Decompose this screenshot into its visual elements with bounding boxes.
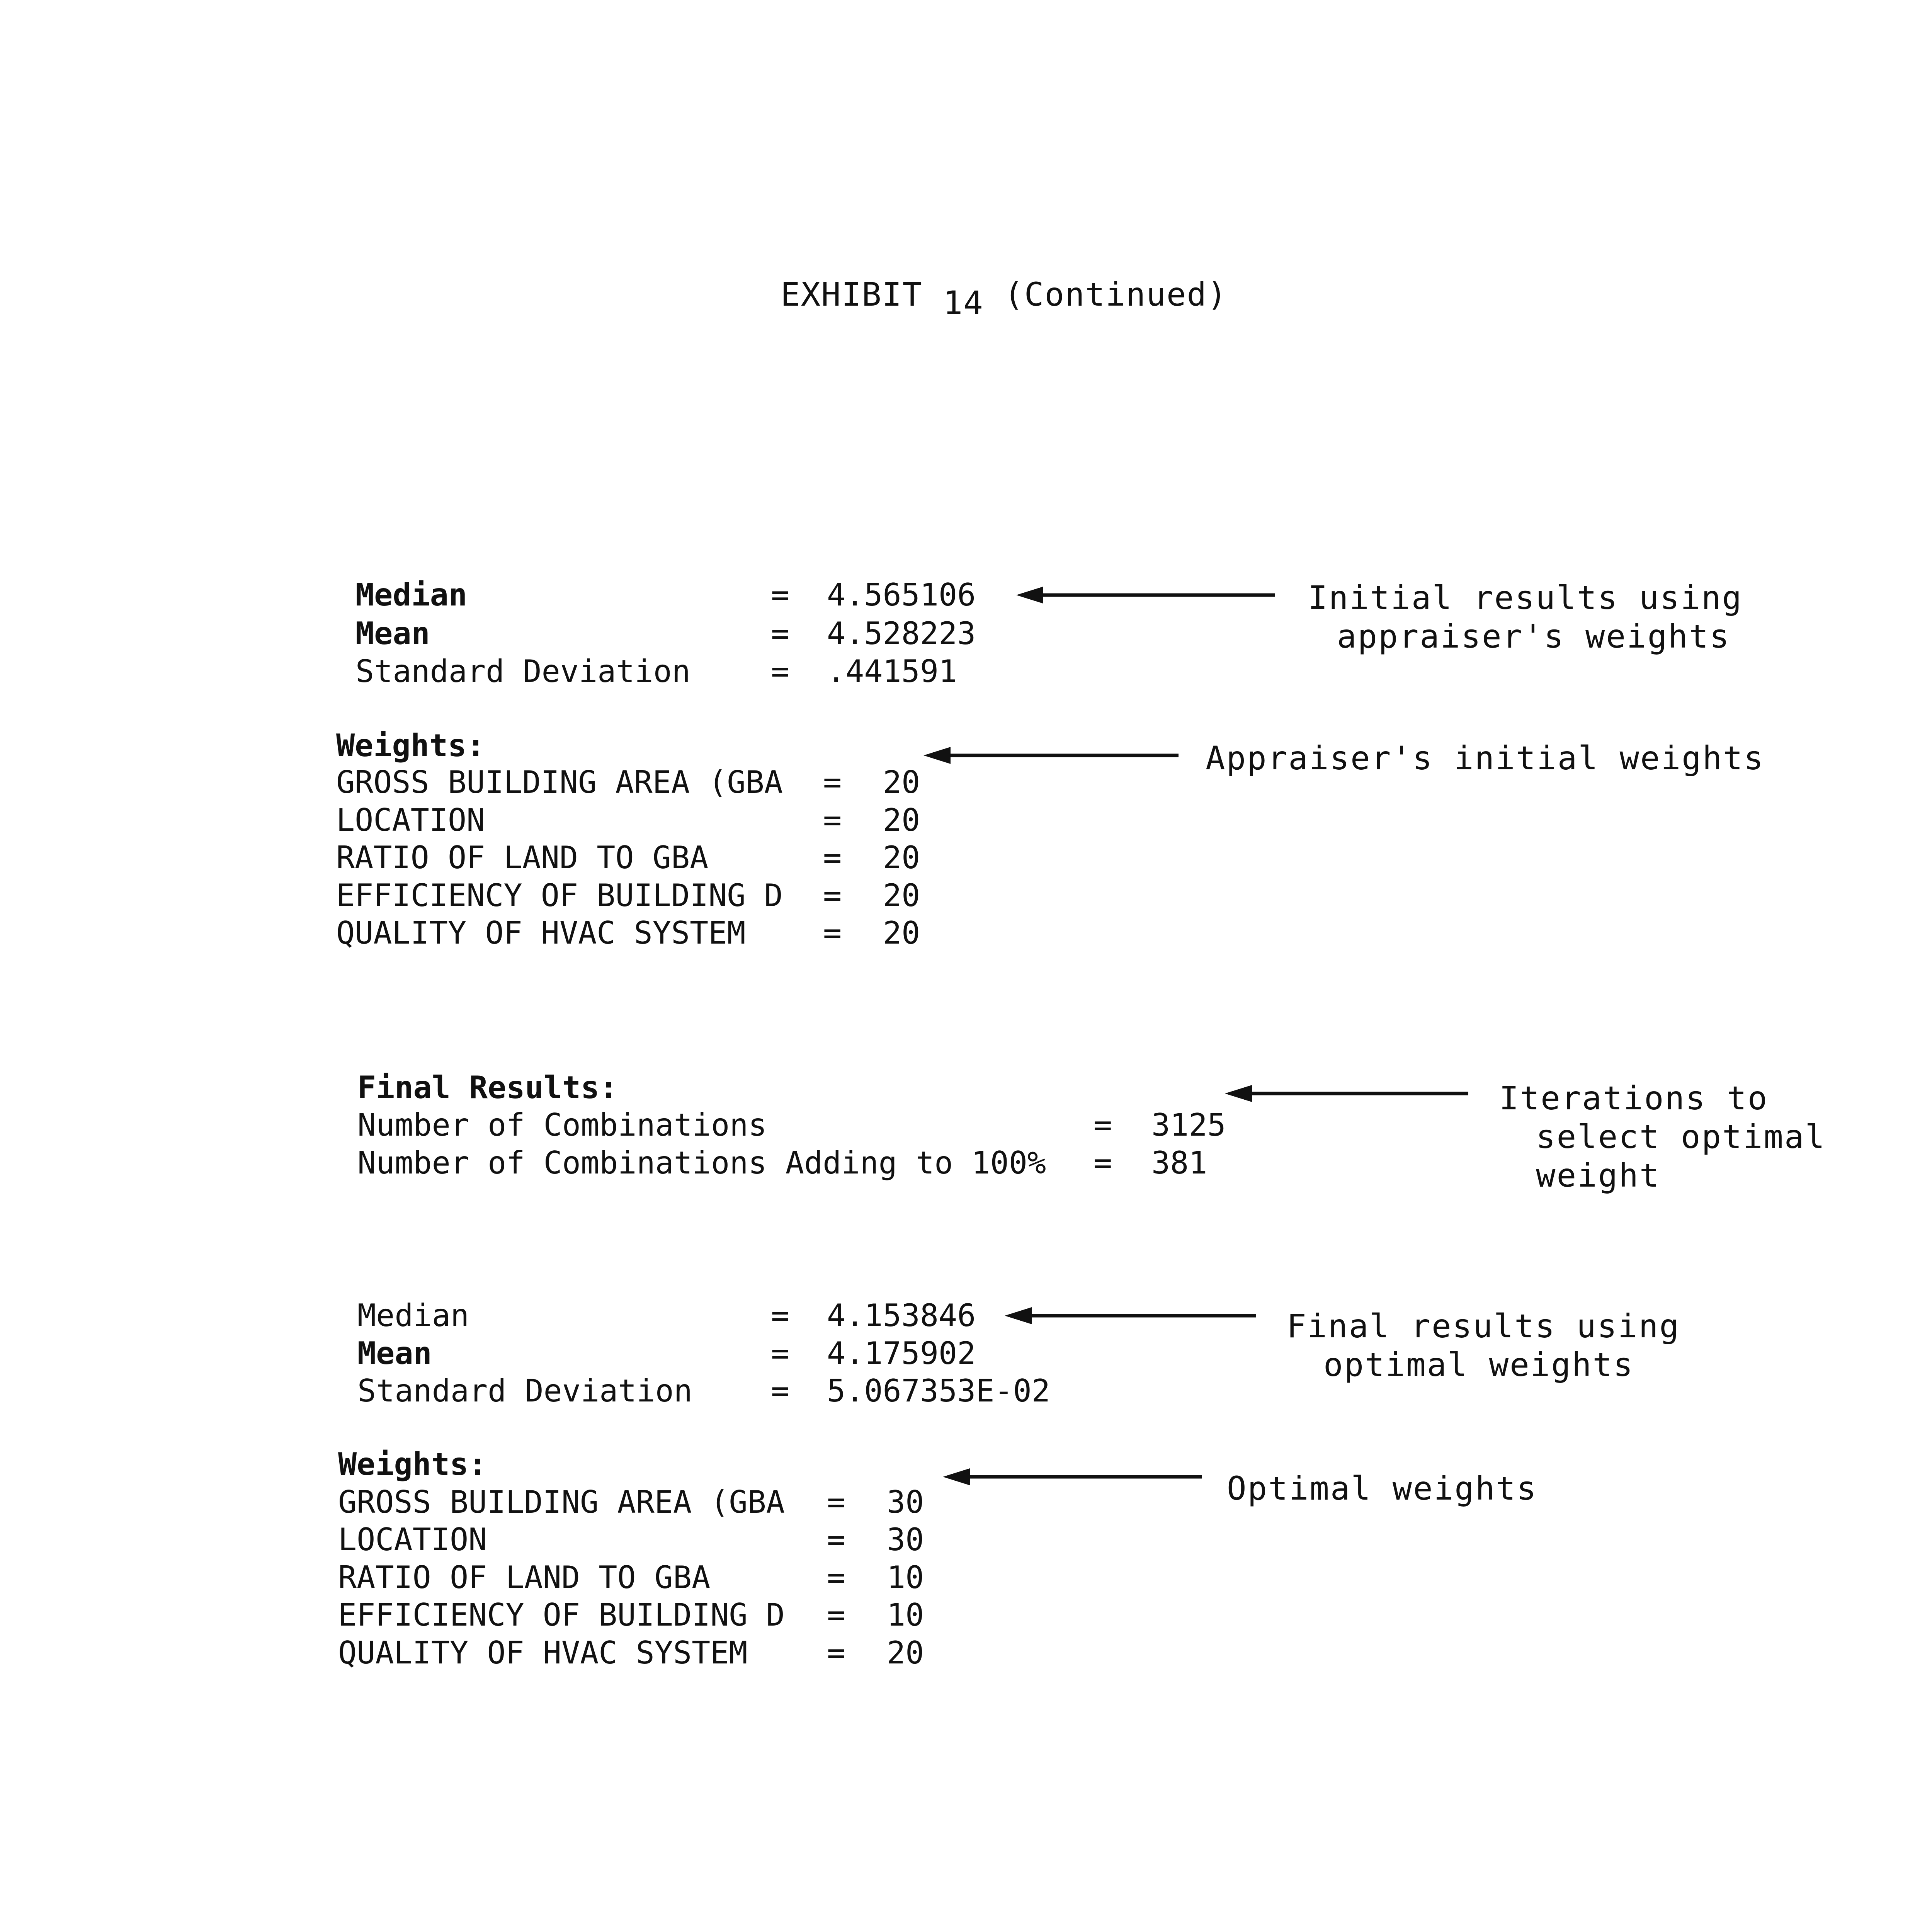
- equals-sign: =: [771, 577, 790, 613]
- weight-label-location: LOCATION: [336, 802, 485, 838]
- equals-sign: =: [1094, 1145, 1112, 1181]
- final-mean-value: 4.175902: [827, 1335, 976, 1371]
- optimal-label-hvac: QUALITY OF HVAC SYSTEM: [338, 1635, 748, 1671]
- initial-mean-label: Mean: [355, 616, 430, 651]
- iterations-note-2: select optimal: [1536, 1118, 1826, 1156]
- optimal-label-gba: GROSS BUILDING AREA (GBA: [338, 1484, 785, 1520]
- initial-sd-label: Standard Deviation: [355, 653, 690, 689]
- equals-sign: =: [823, 802, 842, 838]
- initial-results-note: Initial results using: [1308, 579, 1743, 617]
- equals-sign: =: [823, 764, 842, 800]
- final-sd-value: 5.067353E-02: [827, 1373, 1050, 1409]
- optimal-value-ratio: 10: [887, 1560, 924, 1595]
- equals-sign: =: [827, 1597, 846, 1633]
- arrow-left-icon: [1005, 1304, 1256, 1327]
- equals-sign: =: [827, 1560, 846, 1595]
- combinations-adding-label: Number of Combinations Adding to 100%: [357, 1145, 1046, 1181]
- arrow-left-icon: [923, 744, 1179, 767]
- equals-sign: =: [823, 915, 842, 951]
- equals-sign: =: [1094, 1107, 1112, 1143]
- equals-sign: =: [771, 1373, 790, 1409]
- weight-value-location: 20: [883, 802, 920, 838]
- initial-weights-note: Appraiser's initial weights: [1206, 739, 1765, 777]
- weight-label-efficiency: EFFICIENCY OF BUILDING D: [336, 878, 783, 913]
- initial-sd-value: .441591: [827, 653, 957, 689]
- final-results-note-2: optimal weights: [1323, 1346, 1634, 1384]
- arrow-left-icon: [1016, 583, 1275, 607]
- equals-sign: =: [771, 616, 790, 651]
- final-sd-label: Standard Deviation: [357, 1373, 692, 1409]
- equals-sign: =: [771, 1335, 790, 1371]
- initial-weights-heading: Weights:: [336, 728, 485, 764]
- optimal-value-location: 30: [887, 1522, 924, 1558]
- final-results-note: Final results using: [1287, 1307, 1680, 1345]
- optimal-value-efficiency: 10: [887, 1597, 924, 1633]
- optimal-value-hvac: 20: [887, 1635, 924, 1671]
- initial-mean-value: 4.528223: [827, 616, 976, 651]
- weight-label-ratio: RATIO OF LAND TO GBA: [336, 840, 709, 876]
- optimal-weights-heading: Weights:: [338, 1446, 487, 1482]
- weight-value-ratio: 20: [883, 840, 920, 876]
- combinations-label: Number of Combinations: [357, 1107, 767, 1143]
- exhibit-title: [781, 276, 1228, 322]
- weight-value-gba: 20: [883, 764, 920, 800]
- optimal-label-ratio: RATIO OF LAND TO GBA: [338, 1560, 711, 1595]
- final-median-value: 4.153846: [827, 1298, 976, 1333]
- final-median-label: Median: [357, 1298, 469, 1333]
- combinations-adding-value: 381: [1151, 1145, 1208, 1181]
- arrow-left-icon: [1225, 1082, 1468, 1105]
- weight-value-hvac: 20: [883, 915, 920, 951]
- final-mean-label: Mean: [357, 1335, 432, 1371]
- initial-median-value: 4.565106: [827, 577, 976, 613]
- combinations-value: 3125: [1151, 1107, 1226, 1143]
- equals-sign: =: [823, 840, 842, 876]
- optimal-value-gba: 30: [887, 1484, 924, 1520]
- equals-sign: =: [823, 878, 842, 913]
- final-results-heading: Final Results:: [357, 1070, 618, 1105]
- optimal-label-location: LOCATION: [338, 1522, 487, 1558]
- initial-median-label: Median: [355, 577, 467, 613]
- arrow-left-icon: [943, 1465, 1202, 1488]
- equals-sign: =: [827, 1484, 846, 1520]
- iterations-note-3: weight: [1536, 1156, 1660, 1194]
- optimal-weights-note: Optimal weights: [1227, 1469, 1537, 1507]
- optimal-label-efficiency: EFFICIENCY OF BUILDING D: [338, 1597, 785, 1633]
- initial-results-note-2: appraiser's weights: [1337, 617, 1730, 655]
- weight-value-efficiency: 20: [883, 878, 920, 913]
- exhibit-suffix: (Continued): [1004, 276, 1228, 313]
- equals-sign: =: [771, 653, 790, 689]
- equals-sign: =: [771, 1298, 790, 1333]
- iterations-note: Iterations to: [1499, 1079, 1769, 1117]
- weight-label-hvac: QUALITY OF HVAC SYSTEM: [336, 915, 746, 951]
- exhibit-label: EXHIBIT: [781, 276, 923, 313]
- weight-label-gba: GROSS BUILDING AREA (GBA: [336, 764, 783, 800]
- equals-sign: =: [827, 1522, 846, 1558]
- exhibit-number: 14: [943, 284, 984, 322]
- equals-sign: =: [827, 1635, 846, 1671]
